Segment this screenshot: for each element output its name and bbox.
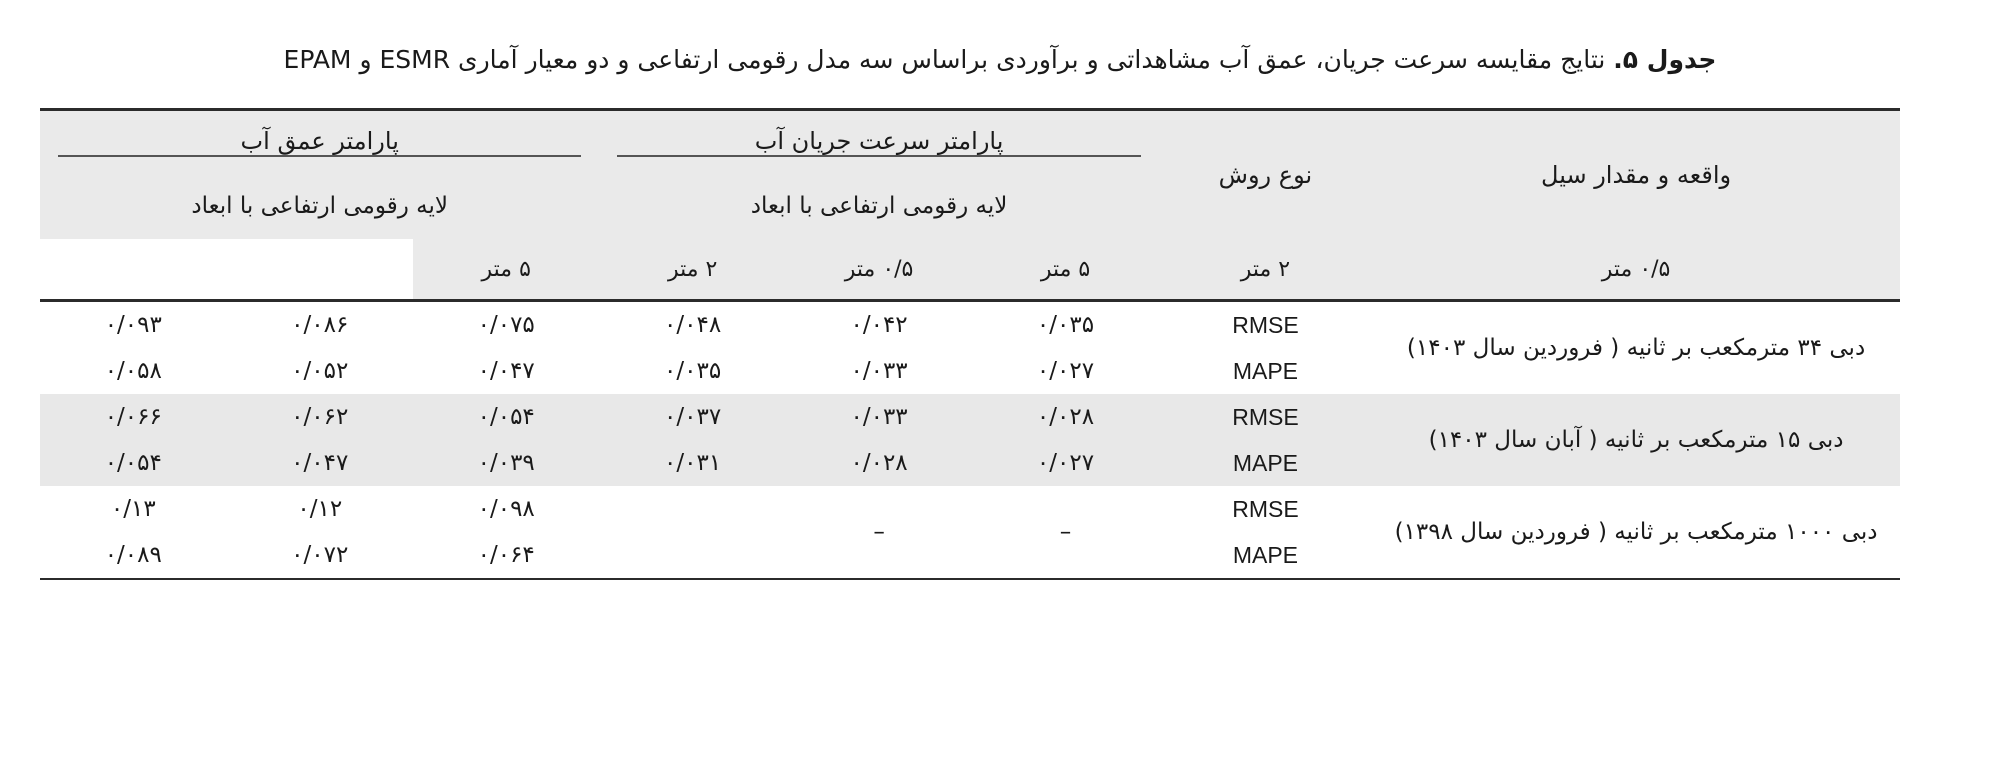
- cell-0-0-dep-1: ۰/۰۸۶: [291, 312, 349, 338]
- cell-0-1-vel-1: ۰/۰۳۳: [850, 358, 908, 384]
- cell-0-1-dep-2: ۰/۰۵۸: [104, 358, 162, 384]
- caption-text: نتایج مقایسه سرعت جریان، عمق آب مشاهداتی و برآوردی براساس سه مدل رقومی ارتفاعی و دو معیار آماری ESMR و EPAM: [283, 45, 1606, 74]
- row-metric-1-1: MAPE: [1232, 449, 1299, 476]
- cell-1-1-vel-1: ۰/۰۲۸: [850, 450, 908, 476]
- cell-0-1-dep-0: ۰/۰۴۷: [477, 358, 535, 384]
- cell-0-0-dep-0: ۰/۰۷۵: [477, 312, 535, 338]
- header-velocity-group-label: پارامتر سرعت جریان آب: [754, 127, 1004, 155]
- cell-2-0-dep-2: ۰/۱۳: [110, 496, 156, 522]
- caption-label: جدول ۵.: [1613, 45, 1717, 74]
- header-velocity-dem: لایه رقومی ارتفاعی با ابعاد: [750, 193, 1008, 219]
- table-bottom-rule: [40, 579, 1900, 580]
- row-metric-0-1: MAPE: [1232, 357, 1299, 384]
- cell-2-vel-1-dash: –: [873, 519, 885, 545]
- cell-1-1-dep-1: ۰/۰۴۷: [291, 450, 349, 476]
- row-event-1: دبی ۱۵ مترمکعب بر ثانیه ( آبان سال ۱۴۰۳): [1428, 426, 1844, 453]
- header-unit-velocity-0: ۰/۵ متر: [1601, 256, 1671, 282]
- cell-1-1-vel-2: ۰/۰۳۱: [664, 450, 722, 476]
- cell-1-1-dep-2: ۰/۰۵۴: [104, 450, 162, 476]
- row-metric-0-0: RMSE: [1232, 311, 1299, 338]
- cell-2-1-dep-0: ۰/۰۶۴: [477, 542, 535, 568]
- row-event-2: دبی ۱۰۰۰ مترمکعب بر ثانیه ( فروردین سال ۱۳۹۸): [1394, 518, 1878, 545]
- cell-1-0-dep-2: ۰/۰۶۶: [104, 404, 162, 430]
- table-row: [40, 486, 1900, 532]
- header-unit-depth-1: ۲ متر: [667, 256, 718, 282]
- cell-2-0-dep-0: ۰/۰۹۸: [477, 496, 535, 522]
- cell-1-1-dep-0: ۰/۰۳۹: [477, 450, 535, 476]
- cell-1-0-vel-1: ۰/۰۳۳: [850, 404, 908, 430]
- cell-2-1-dep-1: ۰/۰۷۲: [291, 542, 349, 568]
- header-unit-velocity-2: ۵ متر: [1040, 256, 1091, 282]
- cell-2-vel-2-empty: [599, 486, 785, 579]
- cell-2-1-dep-2: ۰/۰۸۹: [104, 542, 162, 568]
- header-event-column: واقعه و مقدار سیل: [1541, 161, 1732, 189]
- header-depth-group-label: پارامتر عمق آب: [240, 127, 399, 155]
- depth-group-underline: [58, 155, 581, 157]
- cell-1-1-vel-0: ۰/۰۲۷: [1036, 450, 1095, 476]
- cell-0-0-dep-2: ۰/۰۹۳: [104, 312, 162, 338]
- cell-1-0-dep-1: ۰/۰۶۲: [291, 404, 349, 430]
- table-caption: [0, 42, 2000, 77]
- cell-0-1-vel-2: ۰/۰۳۵: [664, 358, 722, 384]
- header-row-units: [40, 239, 1900, 301]
- table-container: [40, 108, 1900, 580]
- header-method-column: نوع روش: [1218, 161, 1313, 189]
- cell-0-1-vel-0: ۰/۰۲۷: [1036, 358, 1095, 384]
- header-depth-dem: لایه رقومی ارتفاعی با ابعاد: [191, 193, 448, 219]
- header-depth-group: [40, 110, 599, 174]
- row-metric-1-0: RMSE: [1232, 403, 1299, 430]
- header-unit-depth-2: ۵ متر: [481, 256, 531, 282]
- header-unit-velocity-1: ۲ متر: [1240, 256, 1291, 282]
- header-unit-depth-0: ۰/۵ متر: [844, 256, 914, 282]
- cell-0-0-vel-1: ۰/۰۴۲: [850, 312, 908, 338]
- row-metric-2-0: RMSE: [1232, 495, 1299, 522]
- cell-0-1-dep-1: ۰/۰۵۲: [291, 358, 349, 384]
- table-row: [40, 394, 1900, 440]
- cell-2-vel-0-dash: –: [1059, 519, 1072, 545]
- row-metric-2-1: MAPE: [1232, 541, 1299, 568]
- cell-1-0-vel-0: ۰/۰۲۸: [1036, 404, 1095, 430]
- cell-0-0-vel-2: ۰/۰۴۸: [664, 312, 722, 338]
- row-event-0: دبی ۳۴ مترمکعب بر ثانیه ( فروردین سال ۱۴۰۳): [1406, 334, 1866, 361]
- table-row: [40, 301, 1900, 349]
- header-velocity-group: [599, 110, 1158, 174]
- results-table: [40, 108, 1900, 580]
- cell-0-0-vel-0: ۰/۰۳۵: [1036, 312, 1095, 338]
- cell-1-0-dep-0: ۰/۰۵۴: [477, 404, 535, 430]
- velocity-group-underline: [617, 155, 1140, 157]
- cell-1-0-vel-2: ۰/۰۳۷: [664, 404, 722, 430]
- header-row-groups: [40, 110, 1900, 174]
- cell-2-0-dep-1: ۰/۱۲: [297, 496, 343, 522]
